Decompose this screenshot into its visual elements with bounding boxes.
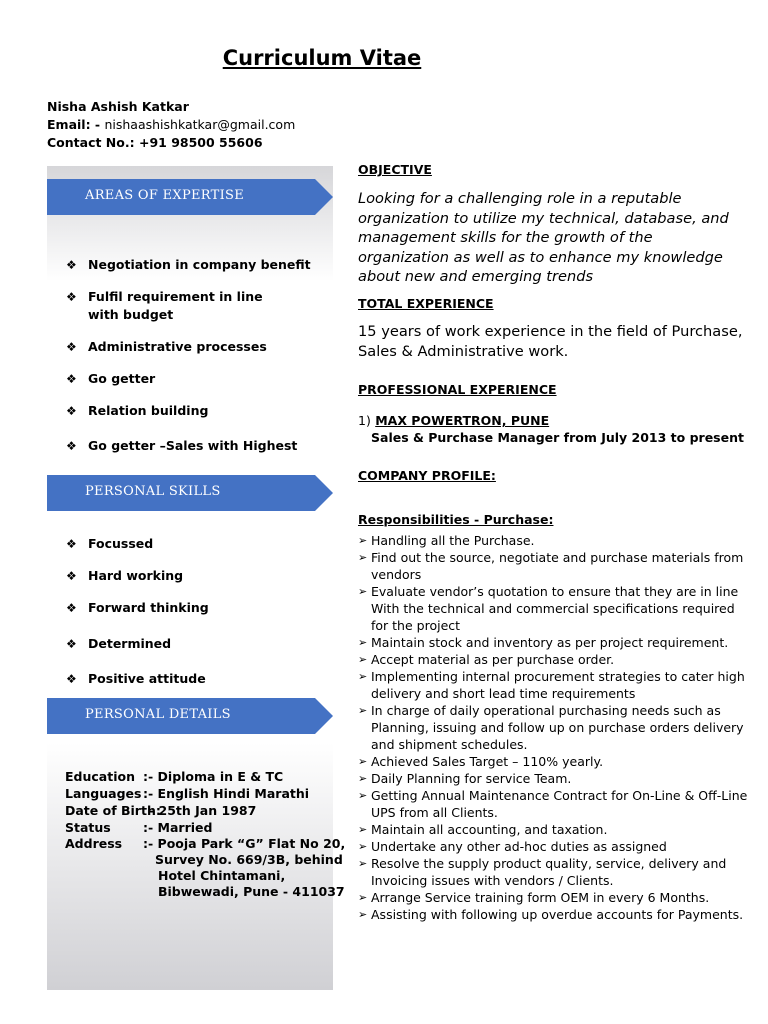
- professional-experience-heading: PROFESSIONAL EXPERIENCE: [358, 382, 557, 397]
- list-item: ➢ Evaluate vendor’s quotation to ensure that they are in line With the technical and commercial specifications required for the project: [358, 584, 739, 633]
- arrow-bullet-icon: ➢: [358, 789, 368, 802]
- expertise-title: AREAS OF EXPERTISE: [85, 188, 245, 203]
- list-item: ➢ Getting Annual Maintenance Contract for On-Line & Off-Line UPS from all Clients.: [358, 788, 748, 820]
- arrow-bullet-icon: ➢: [358, 551, 368, 564]
- contact-block: [47, 98, 295, 152]
- arrow-bullet-icon: ➢: [358, 585, 368, 598]
- skills-banner: [47, 475, 333, 511]
- arrow-bullet-icon: ➢: [358, 636, 368, 649]
- company-entry: [358, 413, 744, 446]
- diamond-bullet-icon: ❖: [66, 601, 77, 615]
- arrow-bullet-icon: ➢: [358, 840, 368, 853]
- diamond-bullet-icon: ❖: [66, 569, 77, 583]
- list-item: ➢ Daily Planning for service Team.: [358, 771, 572, 786]
- document-title: Curriculum Vitae: [222, 46, 422, 70]
- objective-text: Looking for a challenging role in a reputable organization to utilize my technical, database, and management skills for the growth of the organization as well as to enhance my knowledge about new and emerging trends: [358, 190, 729, 285]
- diamond-bullet-icon: ❖: [66, 537, 77, 551]
- phone-line: [47, 134, 295, 152]
- details-banner: [47, 698, 333, 734]
- expertise-banner: [47, 179, 333, 215]
- total-experience-text: 15 years of work experience in the field of Purchase, Sales & Administrative work.: [358, 323, 743, 360]
- arrow-bullet-icon: ➢: [358, 891, 368, 904]
- list-item: ➢ Accept material as per purchase order.: [358, 652, 615, 667]
- arrow-bullet-icon: ➢: [358, 704, 368, 717]
- list-item: ➢ Achieved Sales Target – 110% yearly.: [358, 754, 604, 769]
- details-title: PERSONAL DETAILS: [85, 707, 231, 722]
- list-item: ➢ Undertake any other ad-hoc duties as assigned: [358, 839, 667, 854]
- arrow-bullet-icon: ➢: [358, 908, 368, 921]
- diamond-bullet-icon: ❖: [66, 637, 77, 651]
- responsibilities-list: [358, 532, 753, 923]
- company-profile-heading: COMPANY PROFILE:: [358, 468, 496, 483]
- arrow-bullet-icon: ➢: [358, 755, 368, 768]
- arrow-bullet-icon: ➢: [358, 653, 368, 666]
- total-experience-heading: TOTAL EXPERIENCE: [358, 296, 494, 311]
- phone-label: Contact No.:: [47, 135, 135, 150]
- list-item: ➢ Maintain stock and inventory as per project requirement.: [358, 635, 729, 650]
- arrow-bullet-icon: ➢: [358, 534, 368, 547]
- diamond-bullet-icon: ❖: [66, 340, 77, 354]
- email-label: Email: -: [47, 117, 101, 132]
- diamond-bullet-icon: ❖: [66, 372, 77, 386]
- diamond-bullet-icon: ❖: [66, 404, 77, 418]
- responsibilities-heading: Responsibilities - Purchase:: [358, 512, 554, 527]
- list-item: ➢ Handling all the Purchase.: [358, 533, 535, 548]
- objective-heading: OBJECTIVE: [358, 162, 432, 177]
- company-role: Sales & Purchase Manager from July 2013 to present: [371, 429, 744, 445]
- skills-title: PERSONAL SKILLS: [85, 484, 221, 499]
- arrow-bullet-icon: ➢: [358, 670, 368, 683]
- list-item: ➢ Arrange Service training form OEM in every 6 Months.: [358, 890, 710, 905]
- diamond-bullet-icon: ❖: [66, 258, 77, 272]
- company-name: MAX POWERTRON, PUNE: [375, 413, 550, 428]
- list-item: ➢ Assisting with following up overdue accounts for Payments.: [358, 907, 744, 922]
- email-value: nishaashishkatkar@gmail.com: [104, 117, 296, 132]
- arrow-bullet-icon: ➢: [358, 857, 368, 870]
- list-item: ➢ Maintain all accounting, and taxation.: [358, 822, 608, 837]
- list-item: ➢ Resolve the supply product quality, service, delivery and Invoicing issues with vendors / Clients.: [358, 856, 727, 888]
- list-item: ➢ In charge of daily operational purchasing needs such as Planning, issuing and follow up on purchase orders delivery and shipment schedules.: [358, 703, 744, 752]
- company-number: 1): [358, 413, 371, 428]
- list-item: ➢ Find out the source, negotiate and purchase materials from vendors: [358, 550, 744, 582]
- candidate-name: Nisha Ashish Katkar: [47, 99, 189, 114]
- diamond-bullet-icon: ❖: [66, 290, 77, 304]
- diamond-bullet-icon: ❖: [66, 439, 77, 453]
- phone-value: +91 98500 55606: [138, 135, 263, 150]
- email-line: [47, 116, 295, 134]
- arrow-bullet-icon: ➢: [358, 772, 368, 785]
- arrow-bullet-icon: ➢: [358, 823, 368, 836]
- list-item: ➢ Implementing internal procurement strategies to cater high delivery and short lead time requirements: [358, 669, 745, 701]
- diamond-bullet-icon: ❖: [66, 672, 77, 686]
